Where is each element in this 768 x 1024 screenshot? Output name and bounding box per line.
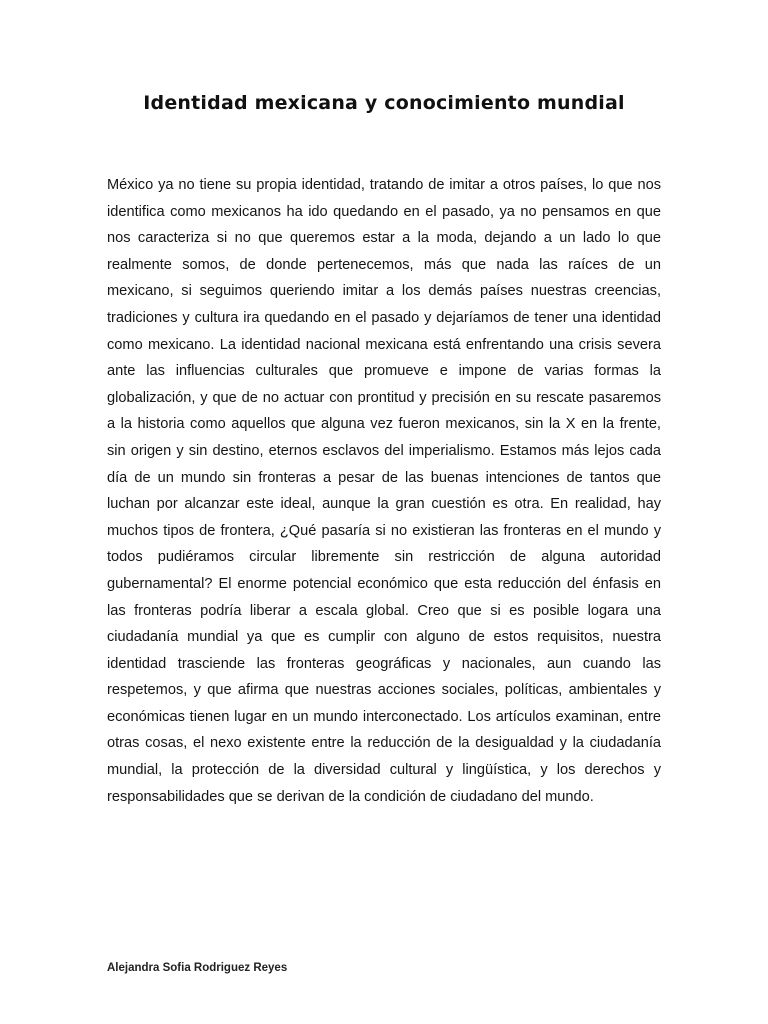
document-body-paragraph: México ya no tiene su propia identidad, tratando de imitar a otros países, lo que nos identifica como mexicanos ha ido quedando en el pasado, ya no pensamos en que nos caracteriza si no que queremos estar a la moda, dejando a un lado lo que realmente somos, de donde pertenecemos, más que nada las raíces de un mexicano, si seguimos queriendo imitar a los demás países nuestras creencias, tradiciones y cultura ira quedando en el pasado y dejaríamos de tener una identidad como mexicano. La identidad nacional mexicana está enfrentando una crisis severa ante las influencias culturales que promueve e impone de varias formas la globalización, y que de no actuar con prontitud y precisión en su rescate pasaremos a la historia como aquellos que alguna vez fueron mexicanos, sin la X en la frente, sin origen y sin destino, eternos esclavos del imperialismo. Estamos más lejos cada día de un mundo sin fronteras a pesar de las buenas intenciones de tantos que luchan por alcanzar este ideal, aunque la gran cuestión es otra. En realidad, hay muchos tipos de frontera, ¿Qué pasaría si no existieran las fronteras en el mundo y todos pudiéramos circular libremente sin restricción de alguna autoridad gubernamental? El enorme potencial económico que esta reducción del énfasis en las fronteras podría liberar a escala global. Creo que si es posible logara una ciudadanía mundial ya que es cumplir con alguno de estos requisitos, nuestra identidad trasciende las fronteras geográficas y nacionales, aun cuando las respetemos, y que afirma que nuestras acciones sociales, políticas, ambientales y económicas tienen lugar en un mundo interconectado. Los artículos examinan, entre otras cosas, el nexo existente entre la reducción de la desigualdad y la ciudadanía mundial, la protección de la diversidad cultural y lingüística, y los derechos y responsabilidades que se derivan de la condición de ciudadano del mundo.: [107, 177, 661, 805]
author-name: Alejandra Sofia Rodriguez Reyes: [107, 962, 288, 974]
document-title: Identidad mexicana y conocimiento mundial: [143, 92, 625, 114]
